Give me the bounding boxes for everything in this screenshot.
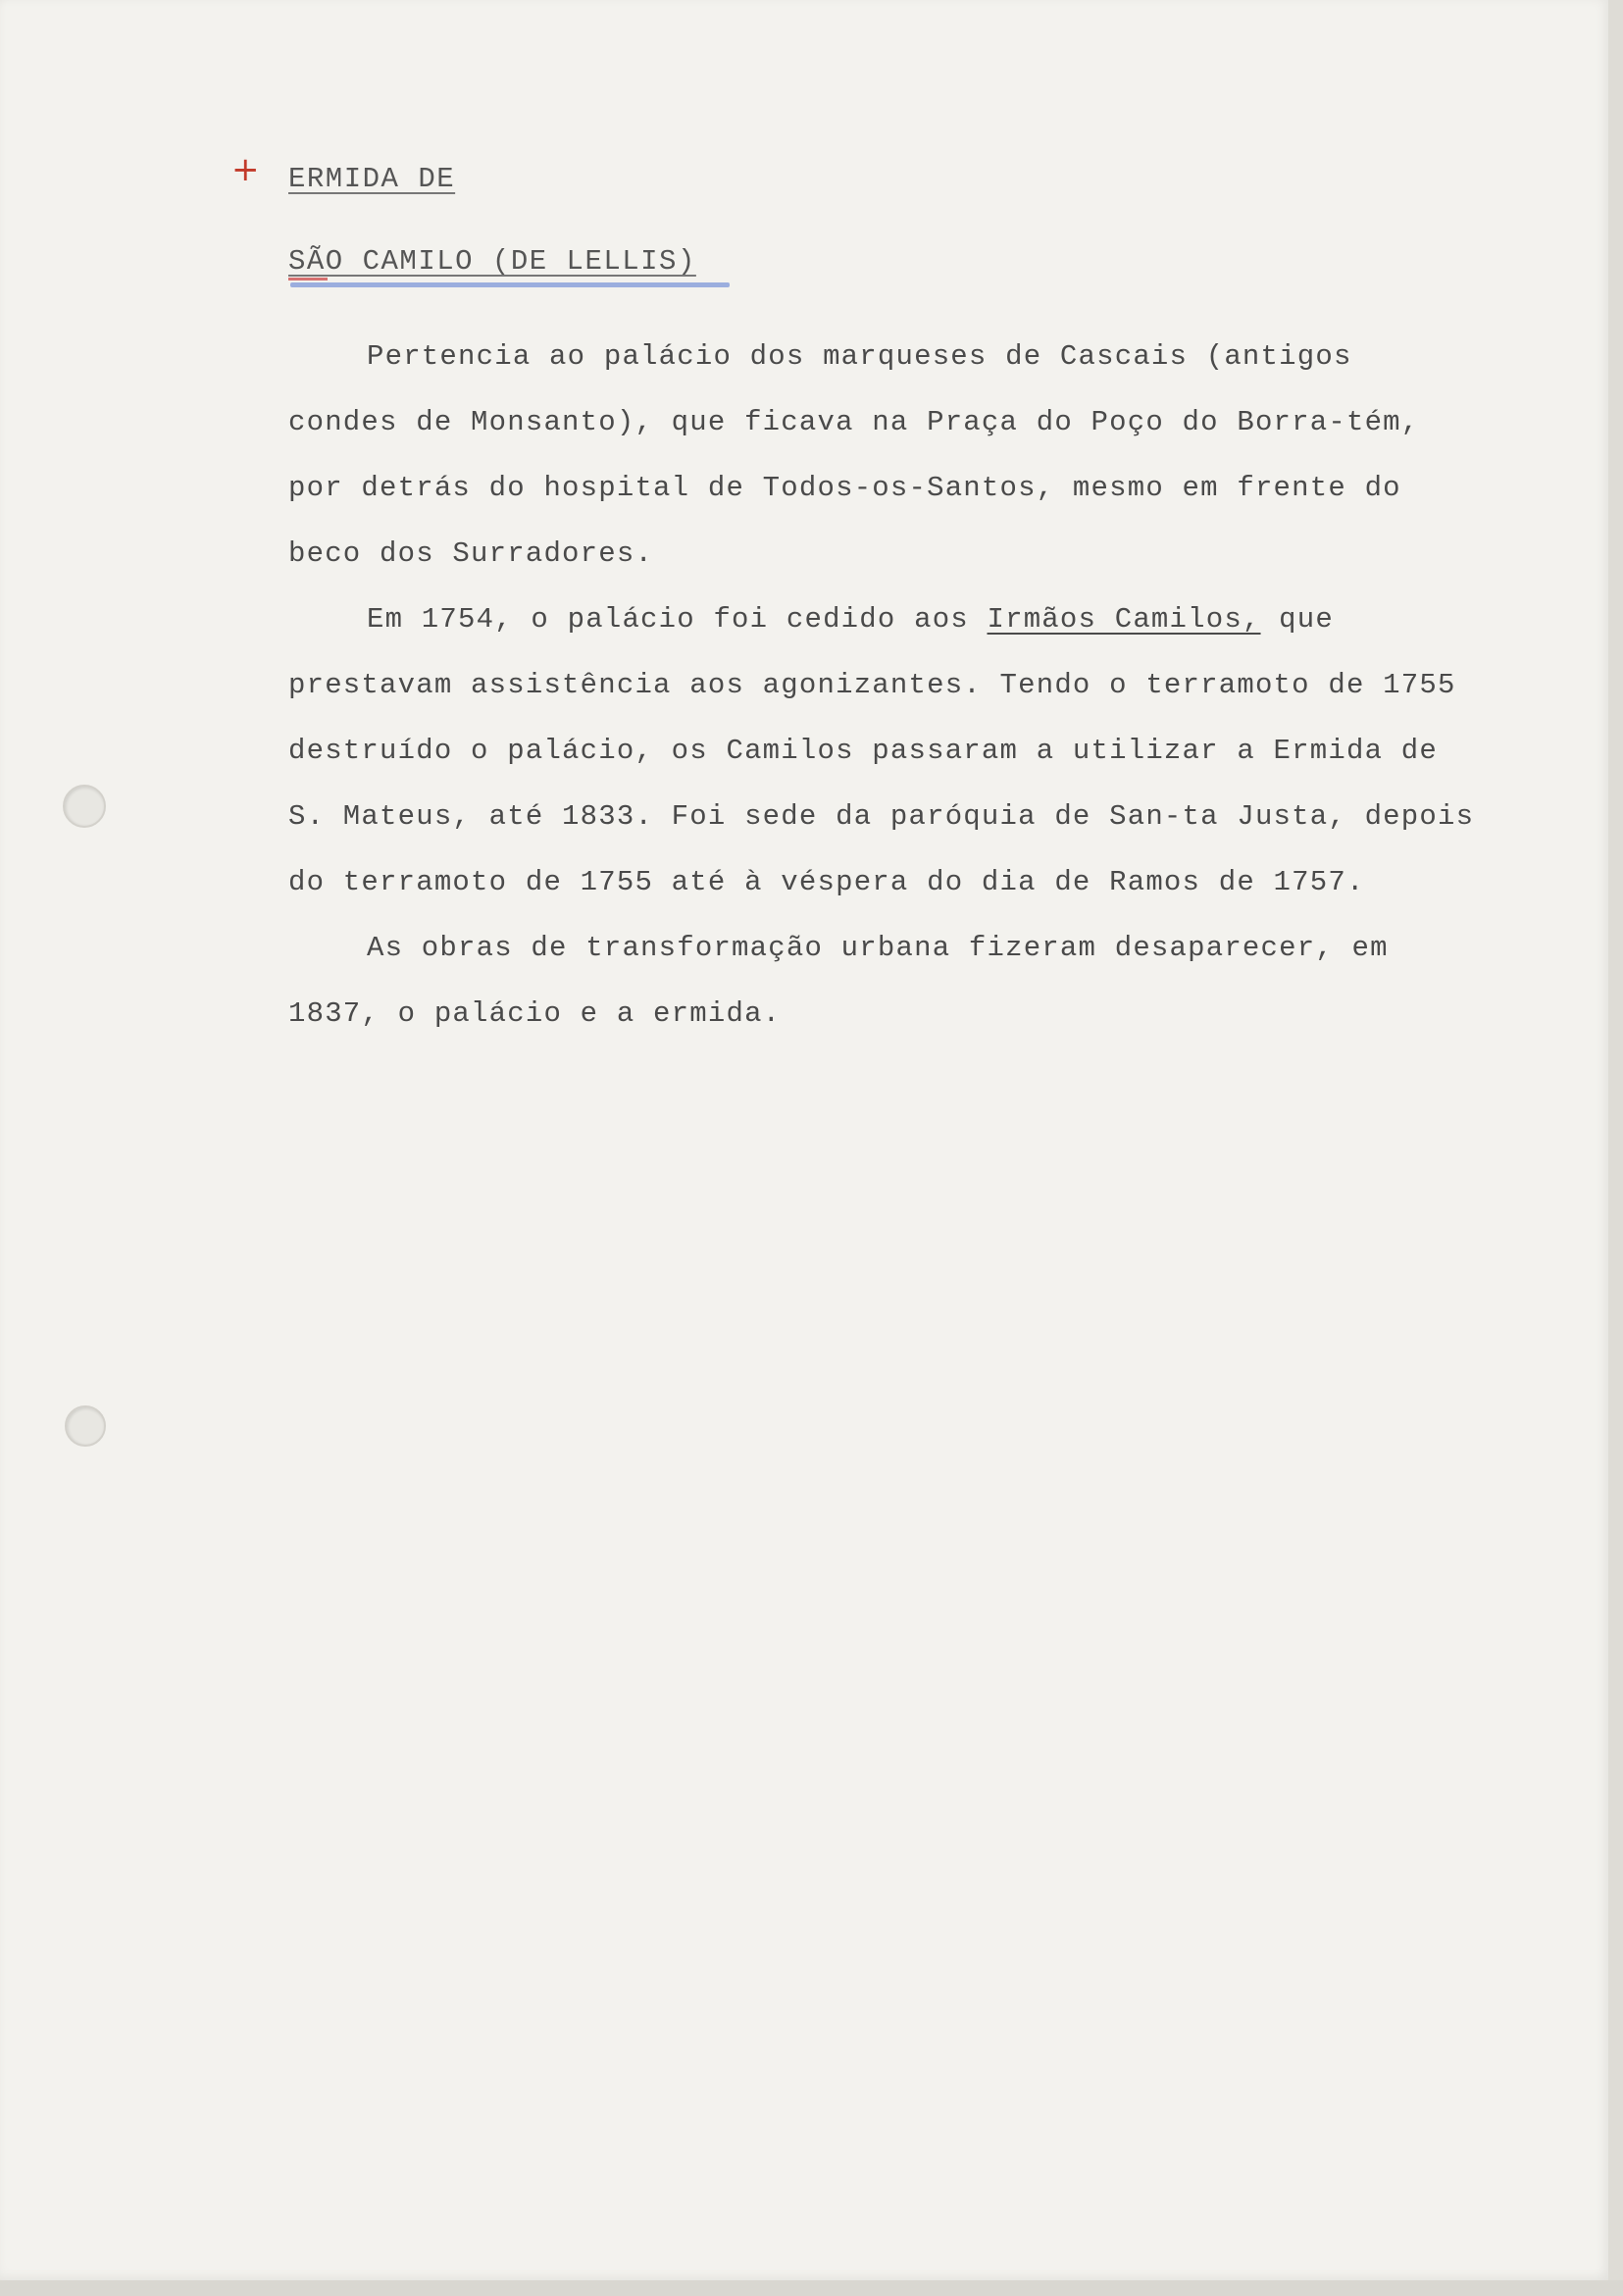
- plus-mark-icon: +: [231, 150, 260, 189]
- red-underline-mark: [288, 278, 328, 281]
- paragraph-3: As obras de transformação urbana fizeram desaparecer, em 1837, o palácio e a ermida.: [288, 932, 1407, 1030]
- punch-hole: [63, 785, 106, 828]
- paper-edge-right: [1608, 0, 1623, 2296]
- body-text: [288, 324, 1493, 1046]
- paragraph-2-rest: que prestavam assistência aos agonizantes. Tendo o terramoto de 1755 destruído o palácio, os Camilos passaram a utilizar a Ermida de S. Mateus, até 1833. Foi sede da paróquia de San-ta Justa, depois do terramoto de 1755 até à véspera do dia de Ramos de 1757.: [288, 603, 1493, 898]
- paragraph-2-lead: Em 1754, o palácio foi cedido aos: [367, 603, 988, 636]
- blue-underline-mark: [290, 282, 730, 287]
- title-line-2: SÃO CAMILO (DE LELLIS): [288, 245, 696, 278]
- title-line-1: ERMIDA DE: [288, 163, 456, 195]
- paragraph-2: [288, 587, 1493, 915]
- underlined-phrase: Irmãos Camilos,: [987, 603, 1261, 636]
- paragraph-1: Pertencia ao palácio dos marqueses de Cascais (antigos condes de Monsanto), que ficava na Praça do Poço do Borra-tém, por detrás do hospital de Todos-os-Santos, mesmo em frente do beco dos Surradores.: [288, 340, 1438, 570]
- paper-edge-bottom: [0, 2280, 1623, 2296]
- punch-hole: [65, 1405, 106, 1447]
